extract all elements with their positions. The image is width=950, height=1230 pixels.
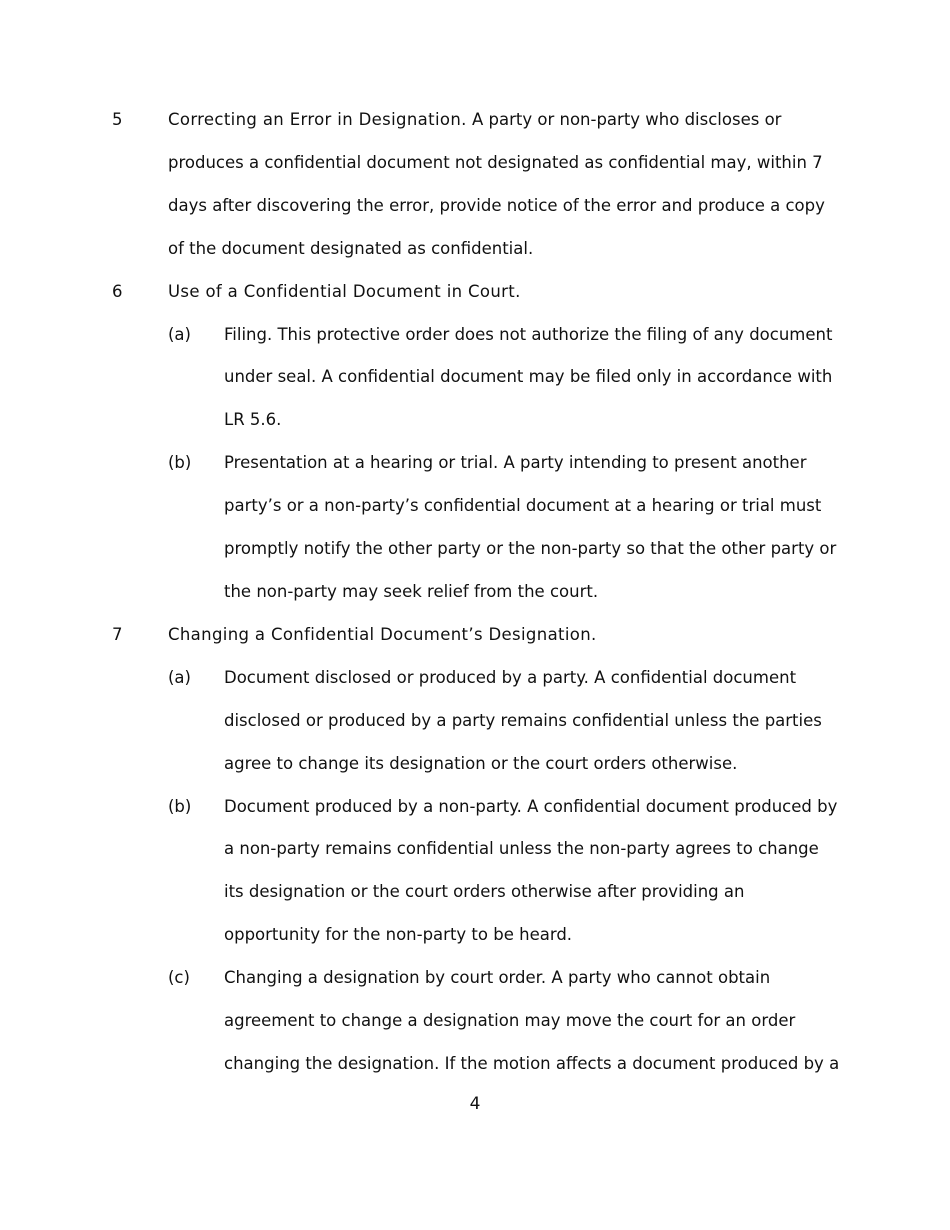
subsection-7a bbox=[168, 657, 842, 786]
subsection-text: Document disclosed or produced by a party. A confidential document disclosed or produced by a party remains confidential unless the parties agree to change its designation or the court orders otherwise. bbox=[224, 667, 822, 773]
section-paragraph bbox=[168, 99, 842, 271]
subsection-label: (c) bbox=[168, 968, 190, 988]
subsection-text: Filing. This protective order does not authorize the filing of any document under seal. A confidential document may be filed only in accordance with LR 5.6. bbox=[224, 324, 833, 430]
subsection-text: Changing a designation by court order. A party who cannot obtain agreement to change a designation may move the court for an order changing the designation. If the motion affects a document produced by a bbox=[224, 968, 840, 1073]
subsection-label: (b) bbox=[168, 796, 192, 816]
subsection-6a bbox=[168, 314, 842, 443]
subsection-label: (a) bbox=[168, 324, 191, 344]
subsection-label: (b) bbox=[168, 453, 192, 473]
subsection-7c bbox=[168, 957, 842, 1086]
subsection-7b bbox=[168, 786, 842, 958]
section-number: 7 bbox=[112, 624, 123, 644]
section-heading: Correcting an Error in Designation. bbox=[168, 110, 467, 129]
section-6 bbox=[112, 271, 842, 314]
section-7 bbox=[112, 614, 842, 657]
section-5 bbox=[112, 99, 842, 271]
subsection-label: (a) bbox=[168, 667, 191, 687]
section-heading: Changing a Confidential Document’s Designation. bbox=[168, 624, 597, 644]
subsection-text: Presentation at a hearing or trial. A party intending to present another party’s or a non-party’s confidential document at a hearing or trial must promptly notify the other party or the non-party so that the other party or the non-party may seek relief from the court. bbox=[224, 453, 837, 601]
section-number: 6 bbox=[112, 281, 123, 301]
subsection-text: Document produced by a non-party. A confidential document produced by a non-party remains confidential unless the non-party agrees to change its designation or the court orders otherwise after providing an opportunity for the non-party to be heard. bbox=[224, 796, 838, 945]
page-number: 4 bbox=[469, 1094, 481, 1114]
section-heading: Use of a Confidential Document in Court. bbox=[168, 281, 521, 301]
section-body: A party or non-party who discloses or produces a confidential document not designated as confidential may, within 7 days after discovering the error, provide notice of the error and produce a copy of the document designated as confidential. bbox=[168, 110, 825, 258]
section-number: 5 bbox=[112, 110, 123, 129]
subsection-6b bbox=[168, 442, 842, 614]
document-body bbox=[112, 99, 842, 1086]
